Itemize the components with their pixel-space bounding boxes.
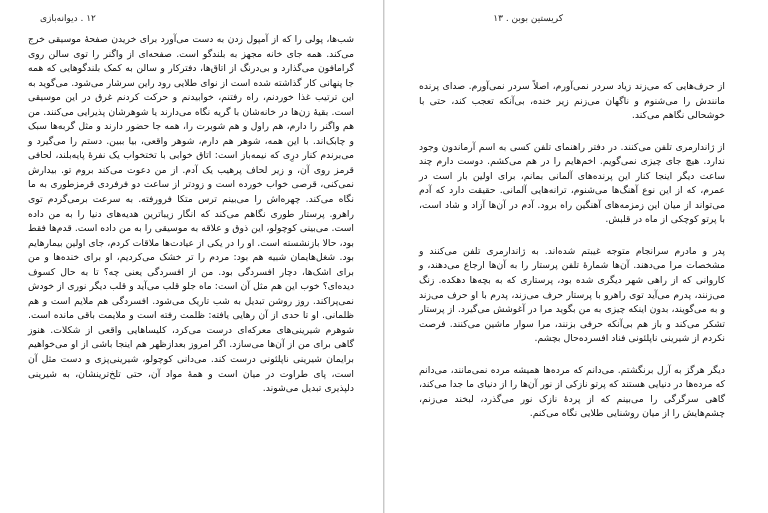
page-header: کریستین بوبن . ۱۳ xyxy=(493,14,563,24)
right-page xyxy=(384,0,768,513)
paragraph: از حرف‌هایی که می‌زند زیاد سردر نمی‌آورم، اصلاً سردر نمی‌آورم. صدای پرنده مانندش را می‌شنوم و ناگهان می‌زنم زیر خنده، بی‌آنکه تعجب کند، حتی با خوشحالی نگاهم می‌کند. xyxy=(419,81,725,122)
page-body xyxy=(419,80,725,422)
page-body xyxy=(28,33,354,397)
paragraph: شب‌ها، پولی را که از آمپول زدن به دست می‌آورد برای خریدن صفحهٔ موسیقی خرج می‌کند. همه جای خانه مجهز به بلندگو است. صفحه‌ای از واگنر را توی سالن روی گرامافون می‌گذارد و بی‌درنگ از اتاق‌ها، دفترکار و سالن به کمک بلندگوهایی که همه جا پنهانی کار گذاشته شده است از نوای طلایی رود راین سرشار می‌شود. می‌گوید به این ترتیب غذا خوردنم، راه رفتنم، خوابیدنم و حرکت کردنم غرق در این موسیقی است. بقیهٔ زن‌ها در خانه‌شان با گریه نگاه می‌دارند یا شوهرشان پذیرایی می‌کنند. من هم واگنر را دارم، هم راول و هم شوبرت را، همه جا حضور دارند و مثل گربه‌ها سبک و چابک‌اند. با این همه، شوهر هم دارم، شوهر واقعی، بیا ببین. دستم را می‌گیرد و می‌برندم کنار درِی که نیمه‌باز است: اتاق خوابی با تختخواب یک نفرهٔ پایه‌بلند، لحافی قرمز روی آن، و زیر لحاف پرهیب یک آدم. از من دعوت می‌کند بروم تو. بیدارش نمی‌کنی، قرصی خواب خورده است و زودتر از ساعت دو فرفردی قرمزطوری به ما نگاه می‌کند. چهره‌اش را می‌بینم ترس متکا فرورفته. به سرعت برمی‌گردم توی راهرو. پرستار طوری نگاهم می‌کند که انگار زیباترین هدیه‌های دنیا را به من داده است. می‌بینی کوچولو، این ذوق و علاقه به موسیقی را به من داده است. قدم‌ها فقط بود، حالا بازنشسته است. او را در یکی از عیادت‌ها ملاقات کردم، جای اولین بیمارهایم بود. شغل‌هایمان شبیه هم بود: مردم را تر خشک می‌کردیم، او برای خنده‌ها و من برای اشک‌ها، دچار افسردگی بود. من از افسردگی یعنی چه؟ تا به حال کسوف دیده‌ای؟ خوب این هم مثل آن است: ماه جلو قلب می‌آید و قلب دیگر نوری از خودش نمی‌پراکند. روز روشن تبدیل به شب تاریک می‌شود. افسردگی هم ملایم است و هم ظلمانی. او تا حدی از آن رهایی یافته: ظلمت رفته است و ملایمت باقی مانده است. شوهرم شیرینی‌های معرکه‌ای درست می‌کرد، کلیساهایی واقعی از شکلات. هنوز گاهی برای من از آن‌ها می‌سازد. اگر امروز بعدازظهر هم اینجا باشی از او می‌خواهیم برایمان شیرینی ناپلئونی درست کند. می‌دانی کوچولو، شیرینی‌پزی و دست مثل آن است، پای طراوت در میان است و همهٔ مواد آن، حتی تلخ‌ترینشان، به شیرینی دلپذیری تبدیل می‌شوند. xyxy=(28,34,354,395)
paragraph: دیگر هرگز به آرل برنگشتم. می‌دانم که مرده‌ها همیشه مرده نمی‌مانند، می‌دانم که مرده‌ها در دنیایی هستند که پرتو نازکی از نور آن‌ها را از دنیای ما جدا می‌کند، گاهی سرگرگی را می‌بینم که از پردهٔ نازک نور می‌گذرد، لبخند می‌زنم، چشم‌هایش را از میان روشنایی طلایی نگاه می‌کنم. xyxy=(419,364,725,420)
paragraph: از ژاندارمری تلفن می‌کنند. در دفتر راهنمای تلفن کسی به اسم آرماندون وجود ندارد. هیچ جای چیزی نمی‌گویم. اخم‌هایم را در هم می‌کشم. دوست دارم چند ساعت دیگر اینجا کنار این پرنده‌های آلمانی بمانم، برای اولین بار است در عمرم، که از این نوع آهنگ‌ها می‌شنوم، ترانه‌هایی آلمانی. حقیقت دارد که آدم می‌تواند از میان این زمزمه‌های آهنگین راه برود. آدم در آن‌ها آزاد و شاد است، با پرتو کوچکی از ماه در قلبش. xyxy=(419,141,725,226)
page-header: ۱۲ . دیوانه‌بازی xyxy=(40,14,96,24)
paragraph: پدر و مادرم سرانجام متوجه غیبتم شده‌اند. به ژاندارمری تلفن می‌کنند و مشخصات مرا می‌دهند. آن‌ها شمارهٔ تلفن پرستار را به آن‌ها ارجاع می‌دهند، و کاروانی که از راهی شهر دیگری شده بود، پرستاری که به بچه‌ها دهکده. زنگ می‌زنند، پدرم می‌آید توی راهرو با پرستار حرف می‌زند، پدرم با او حرف می‌زند و به می‌گویند، بدون اینکه چیزی به من بگوید مرا در آغوشش می‌گیرد. از پرستار تشکر می‌کند و باز هم بی‌آنکه حرفی بزنند، مرا سوار ماشین می‌کنند. فرصت نکردم از شیرینی ناپلئونی فناد افسرده‌حال بچشم. xyxy=(419,245,725,345)
